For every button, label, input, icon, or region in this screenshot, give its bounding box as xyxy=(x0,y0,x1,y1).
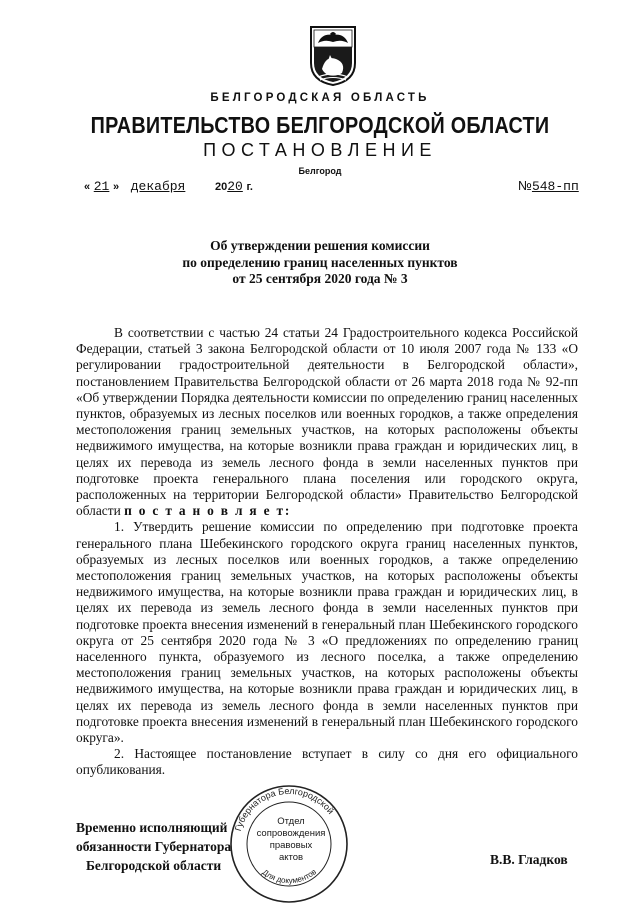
document-type: ПОСТАНОВЛЕНИЕ xyxy=(203,140,437,160)
number-value: 548-пп xyxy=(531,179,579,194)
number-prefix: № xyxy=(518,178,532,193)
coat-of-arms-emblem xyxy=(308,25,358,87)
region-name: БЕЛГОРОДСКАЯ ОБЛАСТЬ xyxy=(210,92,430,104)
signatory-name: В.В. Гладков xyxy=(490,852,568,867)
stamp-ring-top: Губернатора Белгородской xyxy=(232,785,336,833)
date-month: декабря xyxy=(130,179,186,194)
signatory-position: Временно исполняющий обязанности Губернатора Белгородской области xyxy=(76,820,232,873)
preamble-paragraph: В соответствии с частью 24 статьи 24 Градостроительного кодекса Российской Федерации, статьей 3 закона Белгородской области от 10 июля 2007 года № 133 «О регулировании градостроительной деятельности в Белгородской области», постановлением Правительства Белгородской области от 26 марта 2018 года № 92-пп «Об утверждении Порядка деятельности комиссии по определению границ населенных пунктов, образуемых из лесных поселков или военных городков, а также определения местоположения границ земельных участков, на которых расположены объекты недвижимого имущества, на которые возникли права граждан и юридических лиц, в целях их перевода из земель лесного фонда в земли населенных пунктов при подготовке проекта генерального плана поселения или городского округа, расположенных на территории Белгородской области» Правительство Белгородской области п о с т а н о в л я е т: xyxy=(76,325,578,519)
government-name: ПРАВИТЕЛЬСТВО БЕЛГОРОДСКОЙ ОБЛАСТИ xyxy=(90,112,550,138)
date-year-prefix: 20 xyxy=(214,181,228,193)
item-1-paragraph: 1. Утвердить решение комиссии по определению при подготовке проекта генерального плана Шебекинского городского округа границ населенных пунктов, образуемых из лесных поселков или военных городков, а также определению местоположения границ земельных участков, на которых расположены объекты недвижимого имущества, на которые возникли права граждан и юридических лиц, в целях их перевода из земель лесного фонда в земли населенных пунктов при подготовке проекта внесения изменений в генеральный план Шебекинского городского округа от 25 сентября 2020 года № 3 «О предложениях по определению границ населенного пункта, образуемого из лесного поселка, а также определению местоположения границ земельных участков, на которых расположены объекты недвижимого имущества, на которые возникли права граждан и юридических лиц, в целях их перевода из земель лесного фонда в земли населенных пунктов при подготовке проекта внесения изменений в генеральный план Шебекинского городского округа». xyxy=(76,519,578,746)
date-year-mark: г. xyxy=(246,181,253,193)
document-date: « 21 » декабря 2020 г. xyxy=(84,179,253,194)
document-title: Об утверждении решения комиссии по определению границ населенных пунктов от 25 сентября 2020 года № 3 xyxy=(182,238,458,286)
city-name: Белгород xyxy=(298,166,342,176)
item-2-paragraph: 2. Настоящее постановление вступает в силу со дня его официального опубликования. xyxy=(76,746,578,778)
date-year-suffix: 20 xyxy=(227,179,243,194)
stamp-center-text: Отдел сопровождения правовых актов xyxy=(256,816,326,863)
document-number xyxy=(518,178,579,194)
document-body xyxy=(76,325,578,779)
date-day: 21 xyxy=(93,179,110,194)
stamp-ring-bottom: Для документов xyxy=(260,867,319,886)
resolves-word: п о с т а н о в л я е т: xyxy=(124,503,292,519)
